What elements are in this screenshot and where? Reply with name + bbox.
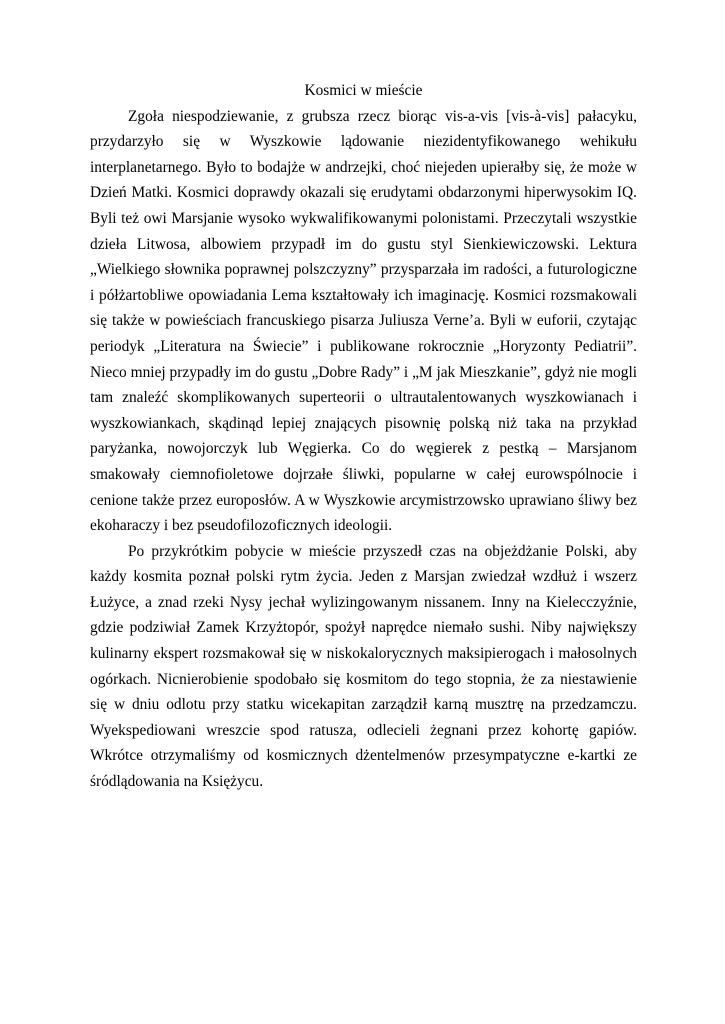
document-page — [90, 78, 637, 795]
document-title: Kosmici w mieście — [304, 82, 423, 99]
paragraph-2: Po przykrótkim pobycie w mieście przyszedł czas na objeżdżanie Polski, aby każdy kosmita poznał polski rytm życia. Jeden z Marsjan zwiedzał wzdłuż i wszerz Łużyce, a znad rzeki Nysy jechał wylizingowanym nissanem. Inny na Kielecczyźnie, gdzie podziwiał Zamek Krzyżtopór, spożył naprędce niemało sushi. Niby największy kulinarny ekspert rozsmakował się w niskokalorycznych maksipierogach i małosolnych ogórkach. Nicnierobienie spodobało się kosmitom do tego stopnia, że za niestawienie się w dniu odlotu przy statku wicekapitan zarządził karną musztrę na przedzamczu. Wyekspediowani wreszcie spod ratusza, odlecieli żegnani przez kohortę gapiów. Wkrótce otrzymaliśmy od kosmicznych dżentelmenów przesympatyczne e-kartki ze śródlądowania na Księżycu. — [90, 542, 637, 791]
paragraph-1: Zgoła niespodziewanie, z grubsza rzecz biorąc vis-a-vis [vis-à-vis] pałacyku, przydarzyło się w Wyszkowie lądowanie niezidentyfikowanego wehikułu interplanetarnego. Było to bodajże w andrzejki, choć niejeden upierałby się, że może w Dzień Matki. Kosmici doprawdy okazali się erudytami obdarzonymi hiperwysokim IQ. Byli też owi Marsjanie wysoko wykwalifikowanymi polonistami. Przeczytali wszystkie dzieła Litwosa, albowiem przypadł im do gustu styl Sienkiewiczowski. Lektura „Wielkiego słownika poprawnej polszczyzny” przysparzała im radości, a futurologiczne i półżartobliwe opowiadania Lema kształtowały ich imaginację. Kosmici rozsmakowali się także w powieściach francuskiego pisarza Juliusza Verne’a. Byli w euforii, czytając periodyk „Literatura na Świecie” i publikowane rokrocznie „Horyzonty Pediatrii”. Nieco mniej przypadły im do gustu „Dobre Rady” i „M jak Mieszkanie”, gdyż nie mogli tam znaleźć skomplikowanych superteorii o ultrautalentowanych wyszkowianach i wyszkowiankach, skądinąd lepiej znających pisownię polską niż taka na przykład paryżanka, nowojorczyk lub Węgierka. Co do węgierek z pestką – Marsjanom smakowały ciemnofioletowe dojrzałe śliwki, popularne w całej eurowspólnocie i cenione także przez europosłów. A w Wyszkowie arcymistrzowsko uprawiano śliwy bez ekoharaczy i bez pseudofilozoficznych ideologii. — [90, 107, 637, 535]
